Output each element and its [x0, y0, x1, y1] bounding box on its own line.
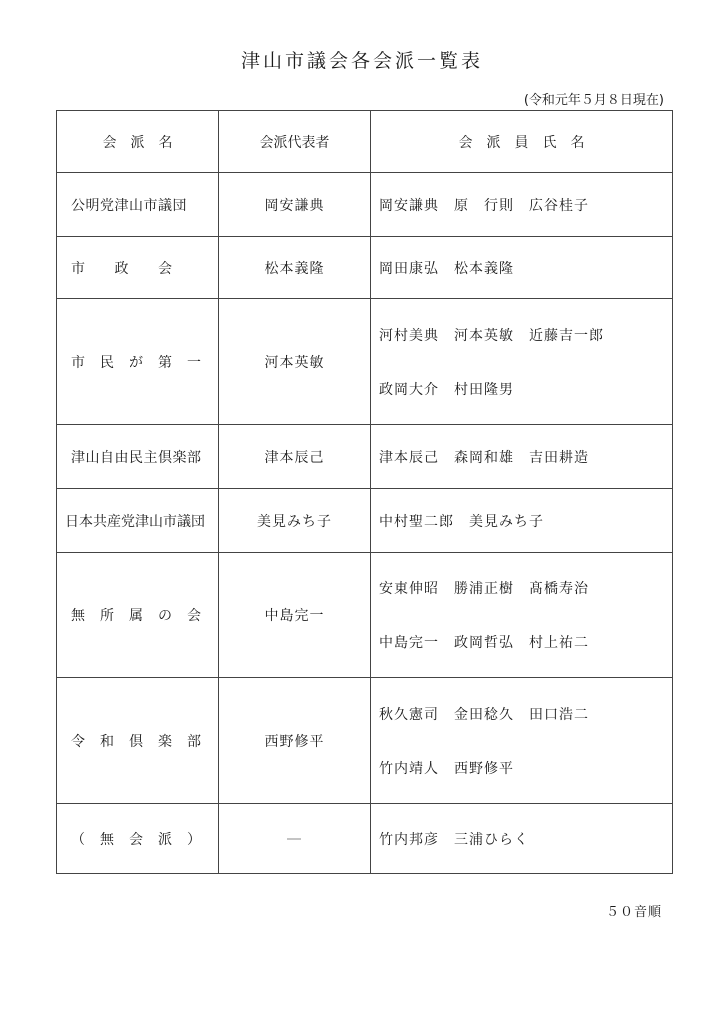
group-name: 公明党津山市議団 — [57, 173, 219, 237]
header-group: 会 派 名 — [57, 111, 219, 173]
member-line: 竹内靖人 西野修平 — [379, 760, 514, 777]
member-line: 秋久憲司 金田稔久 田口浩二 — [379, 706, 589, 723]
sort-order-note: ５０音順 — [605, 905, 662, 920]
group-name: （ 無 会 派 ） — [57, 804, 219, 874]
members — [371, 678, 673, 804]
table-row — [57, 299, 673, 425]
members — [371, 804, 673, 874]
representative: ― — [219, 804, 371, 874]
table-header-row — [57, 111, 673, 173]
member-line: 竹内邦彦 三浦ひらく — [379, 831, 529, 848]
members — [371, 553, 673, 678]
group-name: 無 所 属 の 会 — [57, 553, 219, 678]
table-row — [57, 425, 673, 489]
member-line: 河村美典 河本英敏 近藤吉一郎 — [379, 327, 604, 344]
table-row — [57, 553, 673, 678]
group-name: 市 政 会 — [57, 237, 219, 299]
document-title: 津山市議会各会派一覧表 — [240, 50, 483, 72]
group-name: 市 民 が 第 一 — [57, 299, 219, 425]
representative: 中島完一 — [219, 553, 371, 678]
representative: 岡安謙典 — [219, 173, 371, 237]
member-line: 津本辰己 森岡和雄 吉田耕造 — [379, 449, 589, 466]
representative: 松本義隆 — [219, 237, 371, 299]
representative: 津本辰己 — [219, 425, 371, 489]
member-line: 中島完一 政岡哲弘 村上祐二 — [379, 635, 589, 651]
group-name: 令 和 倶 楽 部 — [57, 678, 219, 804]
representative: 西野修平 — [219, 678, 371, 804]
table-row — [57, 237, 673, 299]
representative: 美見みち子 — [219, 489, 371, 553]
table-row — [57, 804, 673, 874]
table-row — [57, 489, 673, 553]
member-line: 安東伸昭 勝浦正樹 髙橋寿治 — [379, 581, 589, 597]
header-members: 会 派 員 氏 名 — [371, 111, 673, 173]
members — [371, 173, 673, 237]
member-line: 政岡大介 村田隆男 — [379, 381, 514, 398]
member-line: 岡田康弘 松本義隆 — [379, 260, 514, 277]
group-name: 津山自由民主倶楽部 — [57, 425, 219, 489]
members — [371, 425, 673, 489]
member-line: 中村聖二郎 美見みち子 — [379, 513, 544, 530]
members — [371, 489, 673, 553]
group-name: 日本共産党津山市議団 — [57, 489, 219, 553]
members — [371, 299, 673, 425]
header-representative: 会派代表者 — [219, 111, 371, 173]
table-row — [57, 173, 673, 237]
as-of-date: (令和元年５月８日現在) — [523, 93, 664, 108]
table-row — [57, 678, 673, 804]
representative: 河本英敏 — [219, 299, 371, 425]
faction-table — [56, 110, 673, 874]
members — [371, 237, 673, 299]
member-line: 岡安謙典 原 行則 広谷桂子 — [379, 197, 589, 214]
